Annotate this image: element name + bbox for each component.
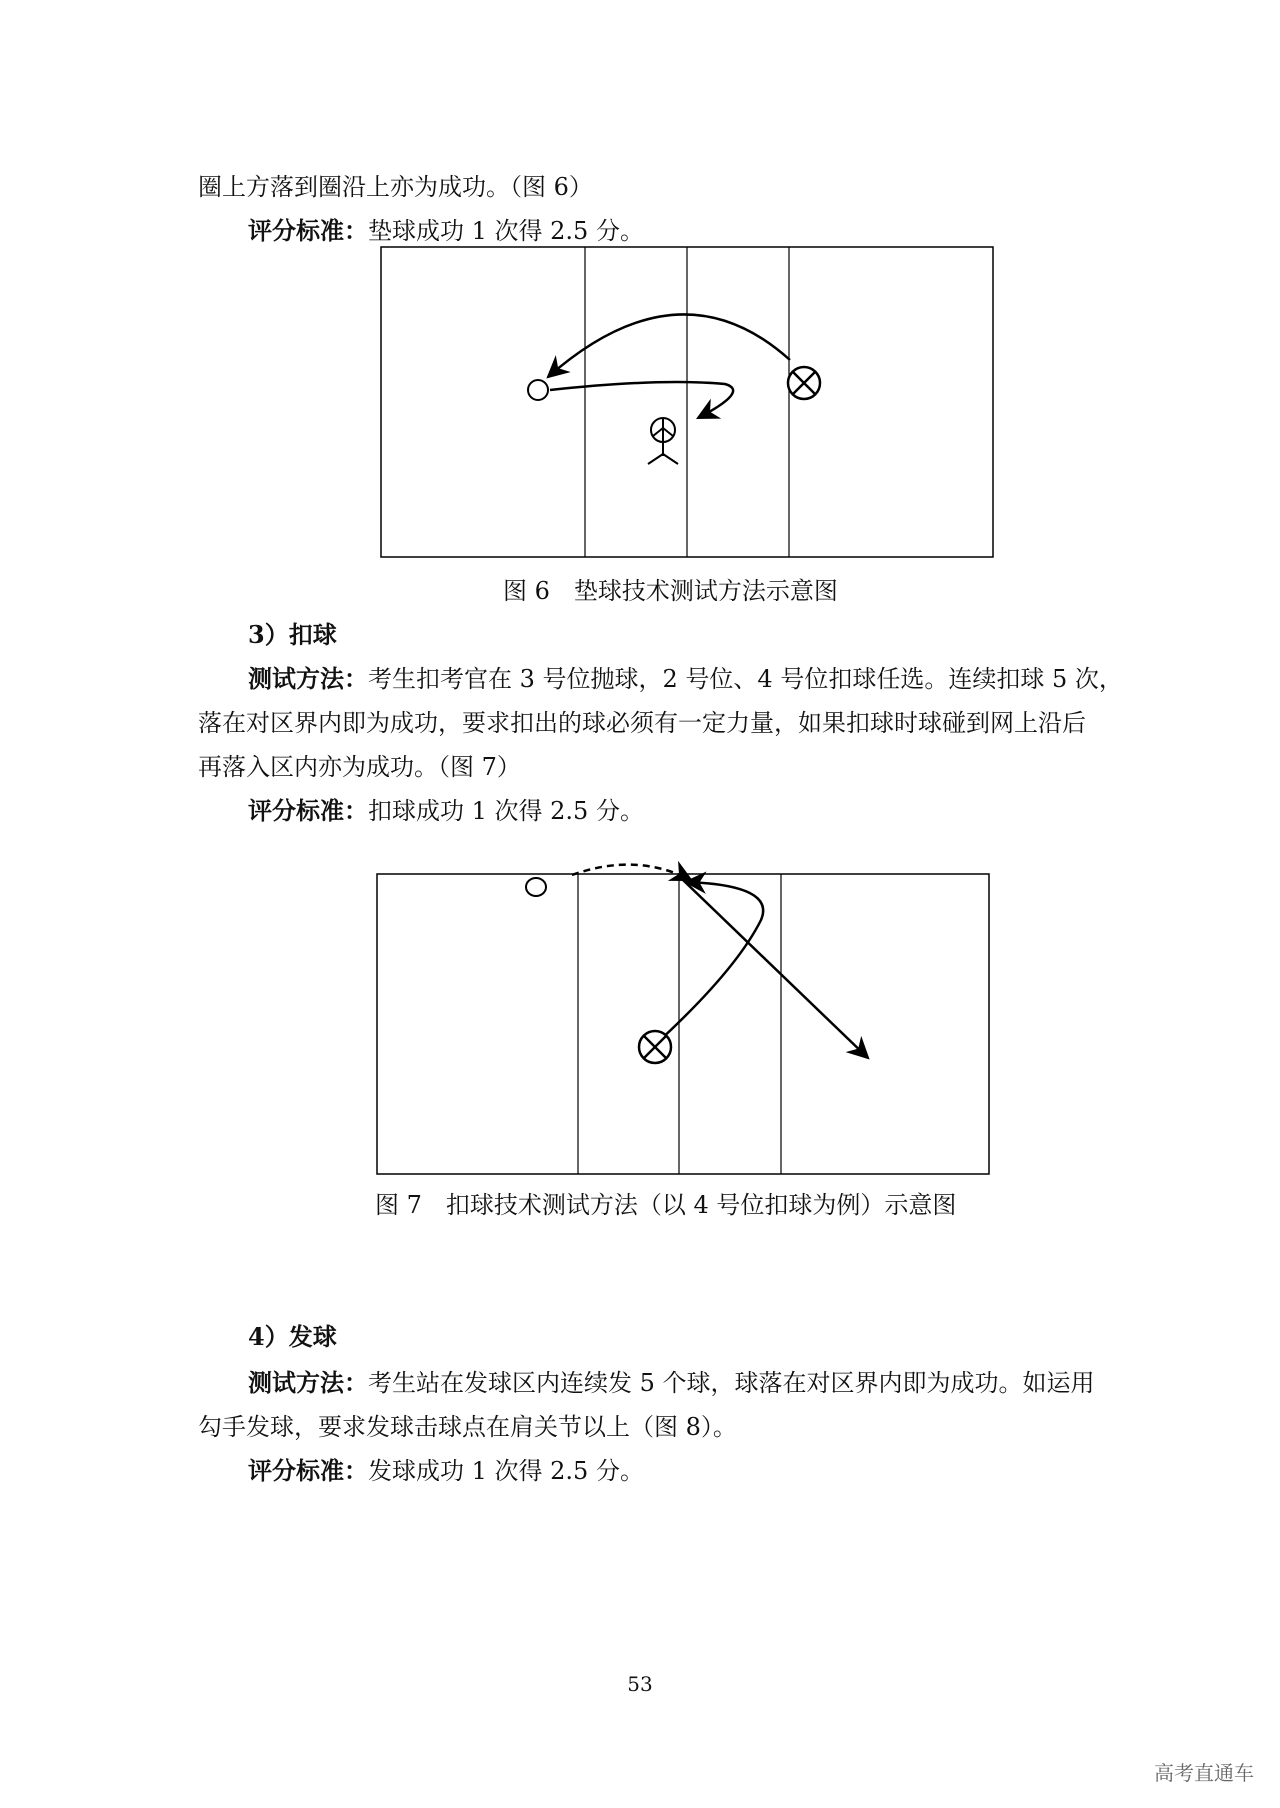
page-number: 53: [627, 1672, 653, 1696]
method-text-1: 考生站在发球区内连续发 5 个球，球落在对区界内即为成功。如运用: [368, 1369, 1095, 1397]
scoring-text: 发球成功 1 次得 2.5 分。: [368, 1457, 644, 1485]
method-label: 测试方法：: [248, 664, 368, 693]
figure-7-caption: 图 7 扣球技术测试方法（以 4 号位扣球为例）示意图: [375, 1191, 957, 1219]
spiker-marker: [639, 1031, 671, 1063]
examiner-marker: [788, 367, 820, 399]
spike-method-line-3: 再落入区内亦为成功。（图 7）: [198, 753, 521, 781]
spike-method-line-1: [248, 664, 1123, 694]
scoring-label: 评分标准：: [248, 216, 368, 245]
toss-ball: [526, 878, 546, 896]
target-circle: [528, 380, 548, 400]
scoring-label: 评分标准：: [248, 796, 368, 825]
return-path: [550, 382, 733, 418]
p1-text: 圈上方落到圈沿上亦为成功。（图 6）: [198, 173, 593, 201]
method-label: 测试方法：: [248, 1368, 368, 1397]
section-4-heading: 4）发球: [248, 1322, 337, 1351]
section-3-heading: 3）扣球: [248, 620, 337, 649]
figure-7-spike-diagram: [376, 860, 990, 1176]
serve-method-line-2: 勾手发球，要求发球击球点在肩关节以上（图 8）。: [198, 1413, 737, 1441]
court-outline: [377, 874, 989, 1174]
spike-trajectory: [683, 880, 868, 1058]
scoring-label: 评分标准：: [248, 1456, 368, 1485]
method-text-1: 考生扣考官在 3 号位抛球，2 号位、4 号位扣球任选。连续扣球 5 次，: [368, 665, 1123, 693]
serve-method-line-1: [248, 1368, 1095, 1398]
trajectory-arc: [548, 314, 790, 377]
scoring-text: 扣球成功 1 次得 2.5 分。: [368, 797, 644, 825]
scoring-text: 垫球成功 1 次得 2.5 分。: [368, 217, 644, 245]
scoring-standard-spike: [248, 796, 644, 826]
figure-6-dig-diagram: [380, 246, 994, 558]
spike-method-line-2: 落在对区界内即为成功，要求扣出的球必须有一定力量，如果扣球时球碰到网上沿后: [198, 709, 1086, 737]
watermark: 高考直通车: [1154, 1761, 1254, 1785]
scoring-standard-dig: [248, 216, 644, 246]
toss-arc-dashed: [572, 865, 691, 880]
scoring-standard-serve: [248, 1456, 644, 1486]
player-figure: [648, 418, 678, 464]
figure-6-caption: 图 6 垫球技术测试方法示意图: [503, 577, 838, 605]
text-line-p1: [198, 172, 593, 202]
